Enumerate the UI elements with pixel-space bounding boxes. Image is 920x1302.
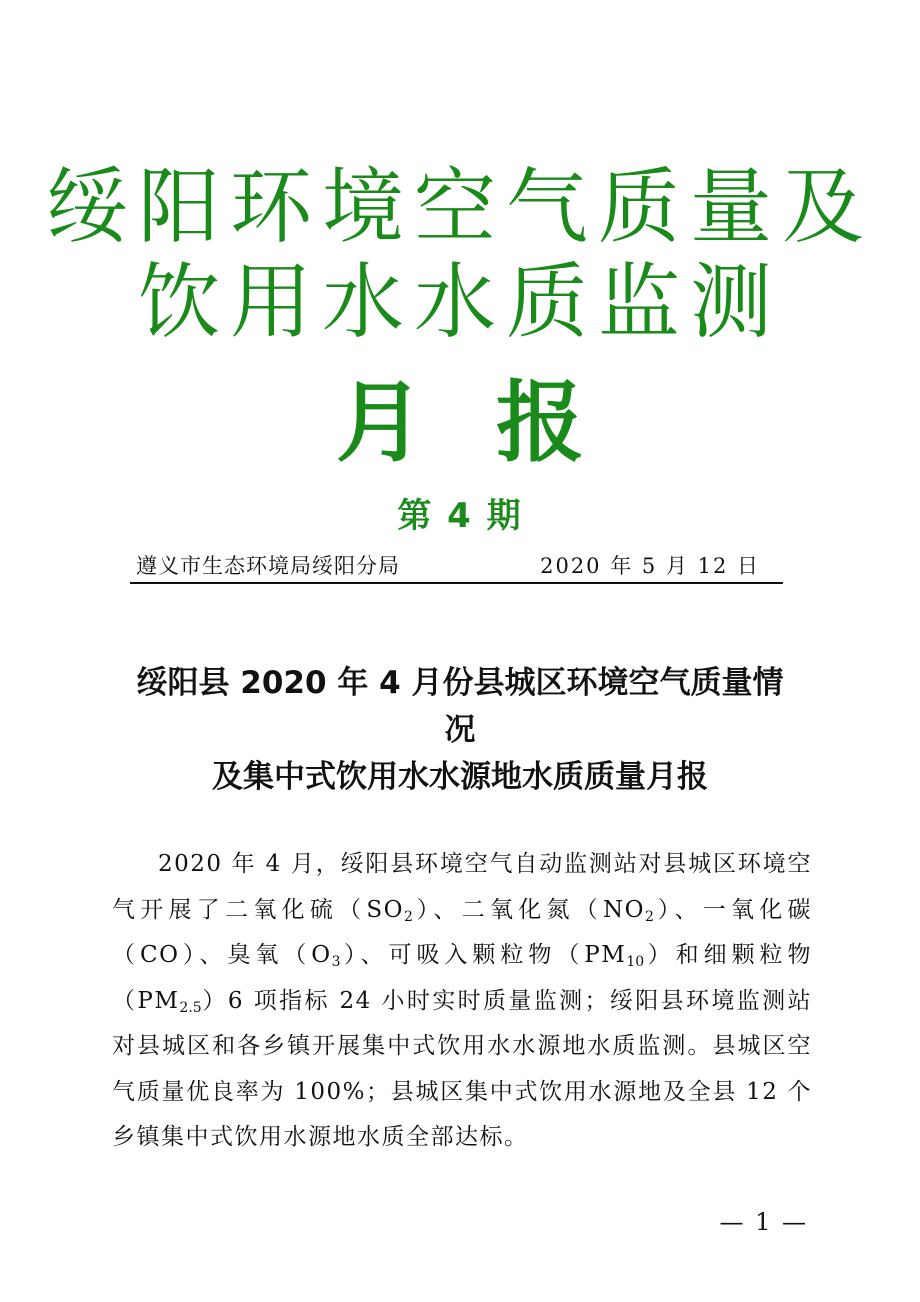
headline-line1: 绥阳县 2020 年 4 月份县城区环境空气质量情 xyxy=(136,665,784,701)
body-text-part3: ）、一氧化碳（CO）、臭氧（O xyxy=(112,896,812,968)
o3-subscript: 3 xyxy=(331,954,341,970)
page-number: — 1 — xyxy=(719,1208,808,1236)
body-paragraph xyxy=(112,842,812,1161)
pm25-subscript: 2.5 xyxy=(179,999,202,1016)
no2-subscript: 2 xyxy=(645,908,654,925)
masthead-divider xyxy=(130,582,783,584)
issue-date: 2020 年 5 月 12 日 xyxy=(540,554,760,578)
article-headline xyxy=(100,660,820,801)
body-text-part5: ）和细颗粒物（PM xyxy=(112,942,813,1014)
issuer-row xyxy=(132,548,782,582)
issue-number: 第 4 期 xyxy=(397,496,523,536)
body-text-part6: ）6 项指标 24 小时实时质量监测；绥阳县环境监测站对县城区和各乡镇开展集中式饮用水水源地水质监测。县城区空气质量优良率为 100%；县城区集中式饮用水源地及全县 12 个乡镇集中式饮用水源地水质全部达标。 xyxy=(112,987,812,1150)
pm10-subscript: 10 xyxy=(626,954,645,970)
body-text-part1: 2020 年 4 月，绥阳县环境空气自动监测站对县城区环境空气开展了二氧化硫（SO xyxy=(112,851,812,923)
masthead-title-line1: 绥阳环境空气质量及 xyxy=(45,160,874,255)
body-text-part2: ）、二氧化氮（NO xyxy=(412,896,645,923)
issuer: 遵义市生态环境局绥阳分局 xyxy=(136,554,400,578)
so2-subscript: 2 xyxy=(403,908,413,925)
masthead-title-line2: 饮用水水质监测 xyxy=(137,255,782,350)
headline-line2: 况 xyxy=(444,712,476,748)
body-text-part4: ）、可吸入颗粒物（PM xyxy=(340,942,627,968)
masthead-title-line3: 月报 xyxy=(335,370,656,474)
headline-line3: 及集中式饮用水水源地水质质量月报 xyxy=(212,759,708,795)
